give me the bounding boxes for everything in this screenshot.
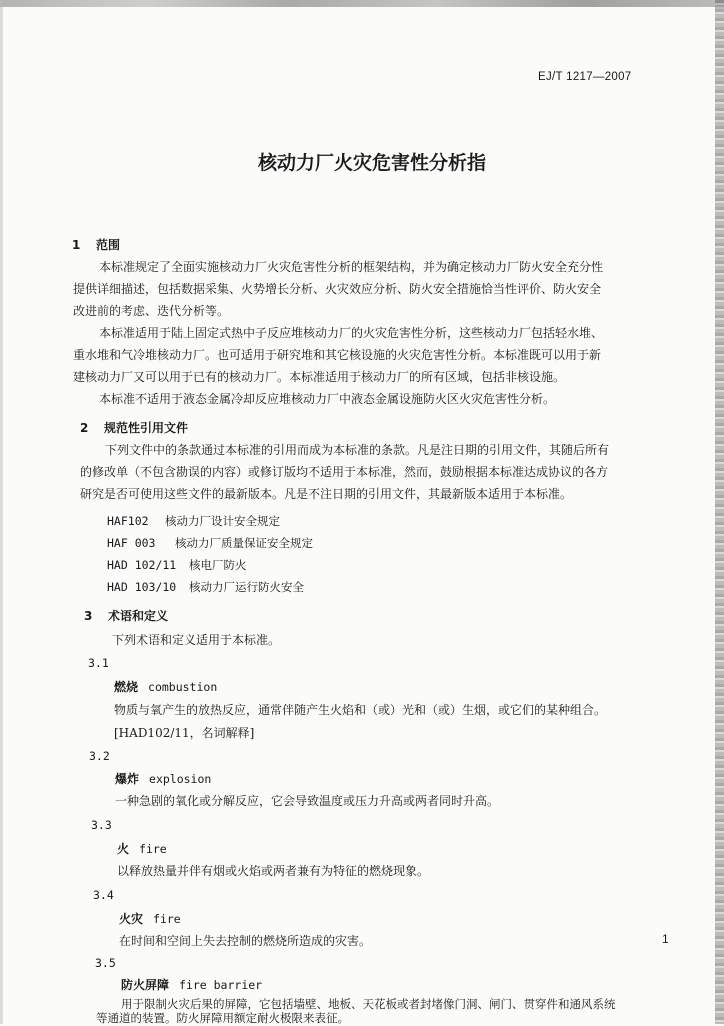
reference-title: 核电厂防火 <box>189 558 247 572</box>
term-number: 3.5 <box>95 956 116 970</box>
reference-item <box>107 532 313 551</box>
reference-title: 核动力厂设计安全规定 <box>165 514 280 528</box>
term-heading <box>115 770 211 787</box>
reference-code: HAF102 <box>107 514 149 528</box>
section-1-number: 1 <box>72 238 81 252</box>
section-3-heading <box>84 607 168 624</box>
section-3-title: 术语和定义 <box>108 609 169 623</box>
section-2-number: 2 <box>80 421 89 435</box>
term-definition: 在时间和空间上失去控制的燃烧所造成的灾害。 <box>119 934 372 948</box>
section-1-line: 本标准适用于陆上固定式热中子反应堆核动力厂的火灾危害性分析，这些核动力厂包括轻水堆、 <box>99 326 604 340</box>
section-1-line: 改进前的考虑、迭代分析等。 <box>73 304 230 318</box>
reference-title: 核动力厂质量保证安全规定 <box>175 536 313 550</box>
term-note: [HAD102/11，名词解释] <box>114 726 255 740</box>
reference-item <box>107 554 247 573</box>
term-definition: 物质与氧产生的放热反应，通常伴随产生火焰和（或）光和（或）生烟，或它们的某种组合。 <box>114 703 607 717</box>
term-definition: 一种急剧的氧化或分解反应，它会导致温度或压力升高或两者同时升高。 <box>115 794 500 808</box>
section-2-line: 下列文件中的条款通过本标准的引用而成为本标准的条款。凡是注日期的引用文件，其随后所有 <box>105 443 610 457</box>
term-en: fire <box>139 842 167 856</box>
section-1-line: 建核动力厂又可以用于已有的核动力厂。本标准适用于核动力厂的所有区域，包括非核设施。 <box>73 370 566 384</box>
reference-code: HAD 103/10 <box>107 580 177 594</box>
section-2-line: 研究是否可使用这些文件的最新版本。凡是不注日期的引用文件，其最新版本适用于本标准。 <box>80 487 573 501</box>
term-zh: 火 <box>117 842 130 856</box>
term-zh: 燃烧 <box>114 680 139 694</box>
term-number: 3.3 <box>91 818 112 832</box>
reference-item <box>107 576 304 595</box>
term-en: combustion <box>148 680 218 694</box>
term-definition-continued: 等通道的装置。防火屏障用额定耐火极限来表征。 <box>96 1011 349 1025</box>
term-heading <box>121 976 262 993</box>
section-1-title: 范围 <box>96 238 121 252</box>
page-number: 1 <box>662 932 669 946</box>
term-zh: 爆炸 <box>115 772 140 786</box>
term-number: 3.4 <box>93 888 114 902</box>
term-number: 3.2 <box>89 749 110 763</box>
term-zh: 防火屏障 <box>121 978 170 992</box>
document-title: 核动力厂火灾危害性分析指 <box>257 152 486 174</box>
term-en: fire barrier <box>179 978 263 992</box>
term-number: 3.1 <box>88 656 109 670</box>
section-2-heading <box>80 419 188 436</box>
standard-number: EJ/T 1217—2007 <box>538 71 632 83</box>
term-heading <box>119 910 181 927</box>
term-heading <box>117 840 167 857</box>
reference-code: HAD 102/11 <box>107 558 177 572</box>
term-heading <box>114 678 217 695</box>
section-3-intro: 下列术语和定义适用于本标准。 <box>112 633 281 647</box>
section-3-number: 3 <box>84 609 93 623</box>
section-1-line: 提供详细描述，包括数据采集、火势增长分析、火灾效应分析、防火安全措施恰当性评价、防火安全 <box>73 282 602 296</box>
reference-code: HAF 003 <box>107 536 156 550</box>
term-en: fire <box>153 912 181 926</box>
section-1-line: 本标准不适用于液态金属冷却反应堆核动力厂中液态金属设施防火区火灾危害性分析。 <box>99 392 556 406</box>
section-2-line: 的修改单（不包含勘误的内容）或修订版均不适用于本标准，然而，鼓励根据本标准达成协议的各方 <box>80 465 609 479</box>
section-1-line: 本标准规定了全面实施核动力厂火灾危害性分析的框架结构，并为确定核动力厂防火安全充分性 <box>99 260 604 274</box>
reference-item <box>107 510 280 529</box>
term-en: explosion <box>149 772 212 786</box>
scan-edge-top <box>0 0 724 7</box>
section-1-heading <box>72 236 120 253</box>
section-1-line: 重水堆和气冷堆核动力厂。也可适用于研究堆和其它核设施的火灾危害性分析。本标准既可以用于新 <box>73 348 602 362</box>
section-2-title: 规范性引用文件 <box>104 421 189 435</box>
term-zh: 火灾 <box>119 912 144 926</box>
term-definition: 以释放热量并伴有烟或火焰或两者兼有为特征的燃烧现象。 <box>117 864 430 878</box>
term-definition: 用于限制火灾后果的屏障，它包括墙壁、地板、天花板或者封堵像门洞、闸门、贯穿件和通风系统 <box>121 997 616 1011</box>
reference-title: 核动力厂运行防火安全 <box>189 580 304 594</box>
